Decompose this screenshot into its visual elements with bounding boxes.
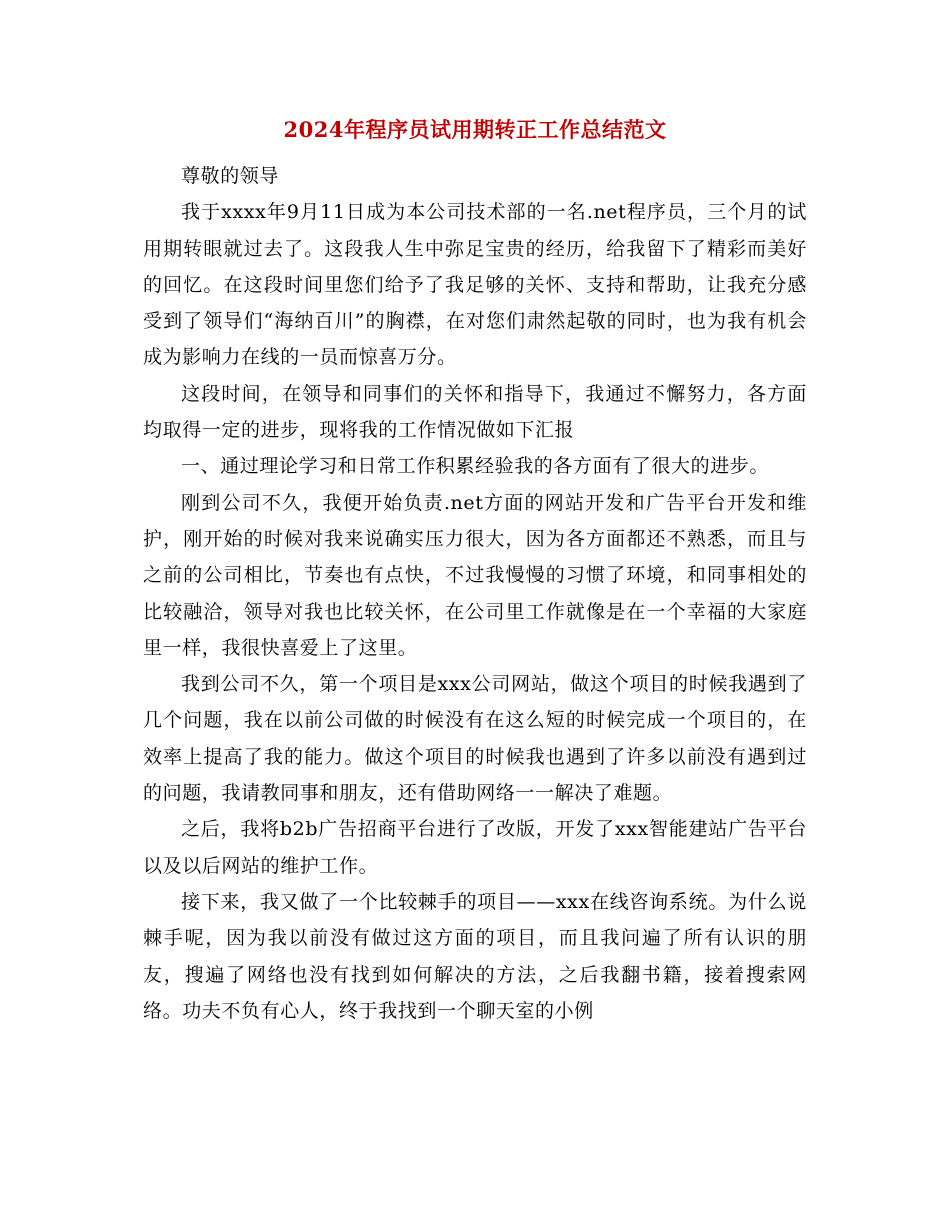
paragraph-salutation: 尊敬的领导	[181, 165, 280, 187]
paragraph-first-project: 我到公司不久，第一个项目是xxx公司网站，做这个项目的时候我遇到了几个问题，我在以前公司做的时候没有在这么短的时候完成一个项目的，在效率上提高了我的能力。做这个项目的时候我也遇到了许多以前没有遇到过的问题，我请教同事和朋友，还有借助网络一一解决了难题。	[143, 673, 807, 805]
section-heading-1: 一、通过理论学习和日常工作积累经验我的各方面有了很大的进步。	[181, 455, 770, 478]
paragraph-consult-system: 接下来，我又做了一个比较棘手的项目——xxx在线咨询系统。为什么说棘手呢，因为我以前没有做过这方面的项目，而且我问遍了所有认识的朋友，搜遍了网络也没有找到如何解决的方法，之后我翻书籍，接着搜索网络。功夫不负有心人，终于我找到一个聊天室的小例	[143, 890, 807, 1022]
paragraph-b2b: 之后，我将b2b广告招商平台进行了改版，开发了xxx智能建站广告平台以及以后网站的维护工作。	[143, 818, 807, 877]
document-body	[143, 158, 807, 1029]
paragraph-overview: 这段时间，在领导和同事们的关怀和指导下，我通过不懈努力，各方面均取得一定的进步，现将我的工作情况做如下汇报	[143, 382, 807, 442]
document-title: 2024年程序员试用期转正工作总结范文	[283, 117, 667, 142]
paragraph-start: 刚到公司不久，我便开始负责.net方面的网站开发和广告平台开发和维护，刚开始的时候对我来说确实压力很大，因为各方面都还不熟悉，而且与之前的公司相比，节奏也有点快，不过我慢慢的习惯了环境，和同事相处的比较融洽，领导对我也比较关怀，在公司里工作就像是在一个幸福的大家庭里一样，我很快喜爱上了这里。	[143, 491, 807, 659]
paragraph-intro: 我于xxxx年9月11日成为本公司技术部的一名.net程序员，三个月的试用期转眼就过去了。这段我人生中弥足宝贵的经历，给我留下了精彩而美好的回忆。在这段时间里您们给予了我足够的关怀、支持和帮助，让我充分感受到了领导们“海纳百川”的胸襟，在对您们肃然起敬的同时，也为我有机会成为影响力在线的一员而惊喜万分。	[143, 201, 807, 369]
